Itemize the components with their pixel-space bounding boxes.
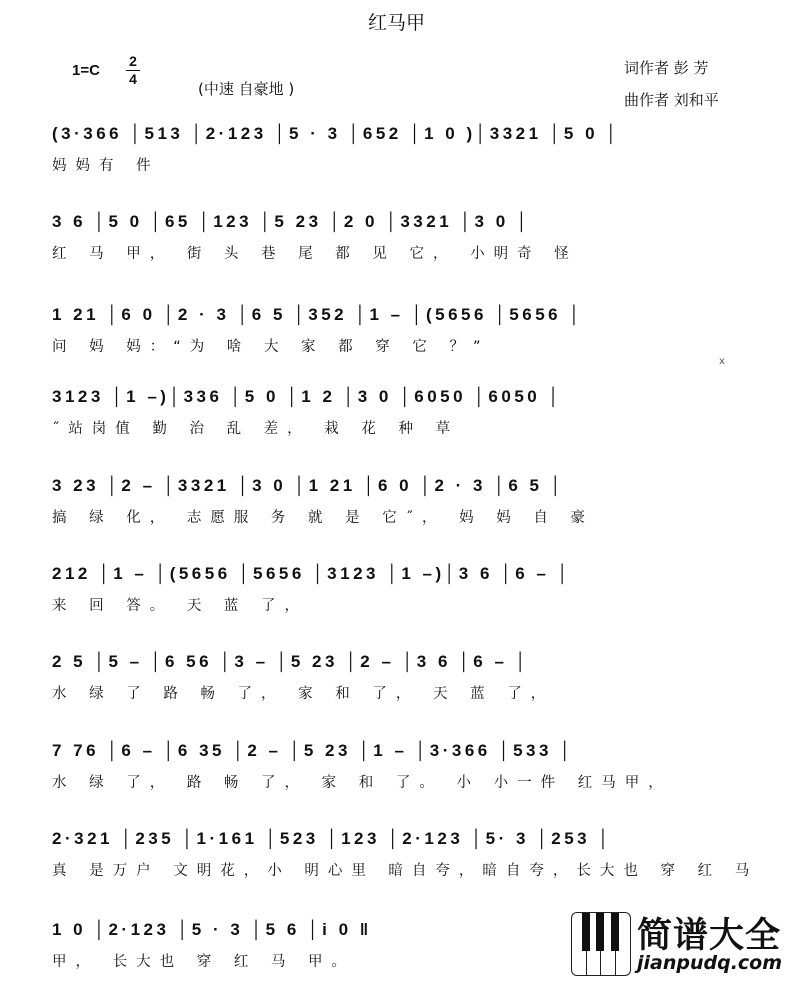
notation-line: (3·366 │513 │2·123 │5 · 3 │652 │1 0 )│3321 │5 0 │ [52, 124, 621, 143]
piano-keys-icon [571, 912, 631, 976]
score-system [0, 741, 793, 801]
meter-numerator: 2 [129, 53, 137, 69]
lyric-line: 妈妈有 件 [52, 158, 160, 174]
score-system [0, 652, 793, 712]
composer-credit: 曲作者 刘和平 [624, 91, 719, 109]
score-system [0, 387, 793, 447]
notation-line: 212 │1 – │(5656 │5656 │3123 │1 –)│3 6 │6 – │ [52, 564, 572, 583]
corner-mark: x [719, 356, 725, 367]
notation-line: 2 5 │5 – │6 56 │3 – │5 23 │2 – │3 6 │6 – │ [52, 652, 530, 671]
logo-url: jianpudq.com [637, 952, 783, 974]
song-title: 红马甲 [367, 12, 425, 34]
score-system [0, 829, 793, 889]
lyric-line: 来 回 答。 天 蓝 了， [52, 598, 309, 614]
lyricist-credit: 词作者 彭 芳 [624, 59, 709, 77]
notation-line: 3123 │1 –)│336 │5 0 │1 2 │3 0 │6050 │6050 │ [52, 387, 563, 406]
logo-name: 简谱大全 [637, 916, 782, 956]
lyric-line: 红 马 甲， 街 头 巷 尾 都 见 它， 小明奇 怪 [52, 246, 578, 262]
notation-line: 1 21 │6 0 │2 · 3 │6 5 │352 │1 – │(5656 │5656 │ [52, 305, 584, 324]
time-signature [126, 54, 140, 87]
key-signature: 1=C [72, 62, 100, 79]
lyric-line: 真 是万户 文明花，小 明心里 暗自夸，暗自夸，长大也 穿 红 马 [52, 863, 759, 879]
notation-line: 3 6 │5 0 │65 │123 │5 23 │2 0 │3321 │3 0 │ [52, 212, 531, 231]
score-system [0, 212, 793, 272]
lyric-line: 水 绿 了， 路 畅 了， 家 和 了。 小 小一件 红马甲， [52, 775, 672, 791]
lyric-line: 问 妈 妈：“为 啥 大 家 都 穿 它 ？” [52, 339, 490, 355]
lyric-line: 水 绿 了 路 畅 了， 家 和 了， 天 蓝 了， [52, 686, 555, 702]
score-system [0, 564, 793, 624]
score-system [0, 476, 793, 536]
lyric-line: ˝站岗值 勤 治 乱 差， 栽 花 种 草 [52, 421, 460, 437]
lyric-line: 甲， 长大也 穿 红 马 甲。 [52, 954, 356, 970]
notation-line: 3 23 │2 – │3321 │3 0 │1 21 │6 0 │2 · 3 │6 5 │ [52, 476, 565, 495]
site-logo [571, 912, 793, 982]
tempo-marking: (中速 自豪地 ) [198, 80, 295, 98]
score-system [0, 305, 793, 365]
lyric-line: 搞 绿 化， 志愿服 务 就 是 它˝， 妈 妈 自 豪 [52, 510, 594, 526]
notation-line: 1 0 │2·123 │5 · 3 │5 6 │i 0 ‖ [52, 920, 372, 939]
score-system [0, 124, 793, 184]
notation-line: 7 76 │6 – │6 35 │2 – │5 23 │1 – │3·366 │533 │ [52, 741, 575, 760]
meter-denominator: 4 [129, 71, 137, 87]
notation-line: 2·321 │235 │1·161 │523 │123 │2·123 │5· 3 │253 │ [52, 829, 613, 848]
